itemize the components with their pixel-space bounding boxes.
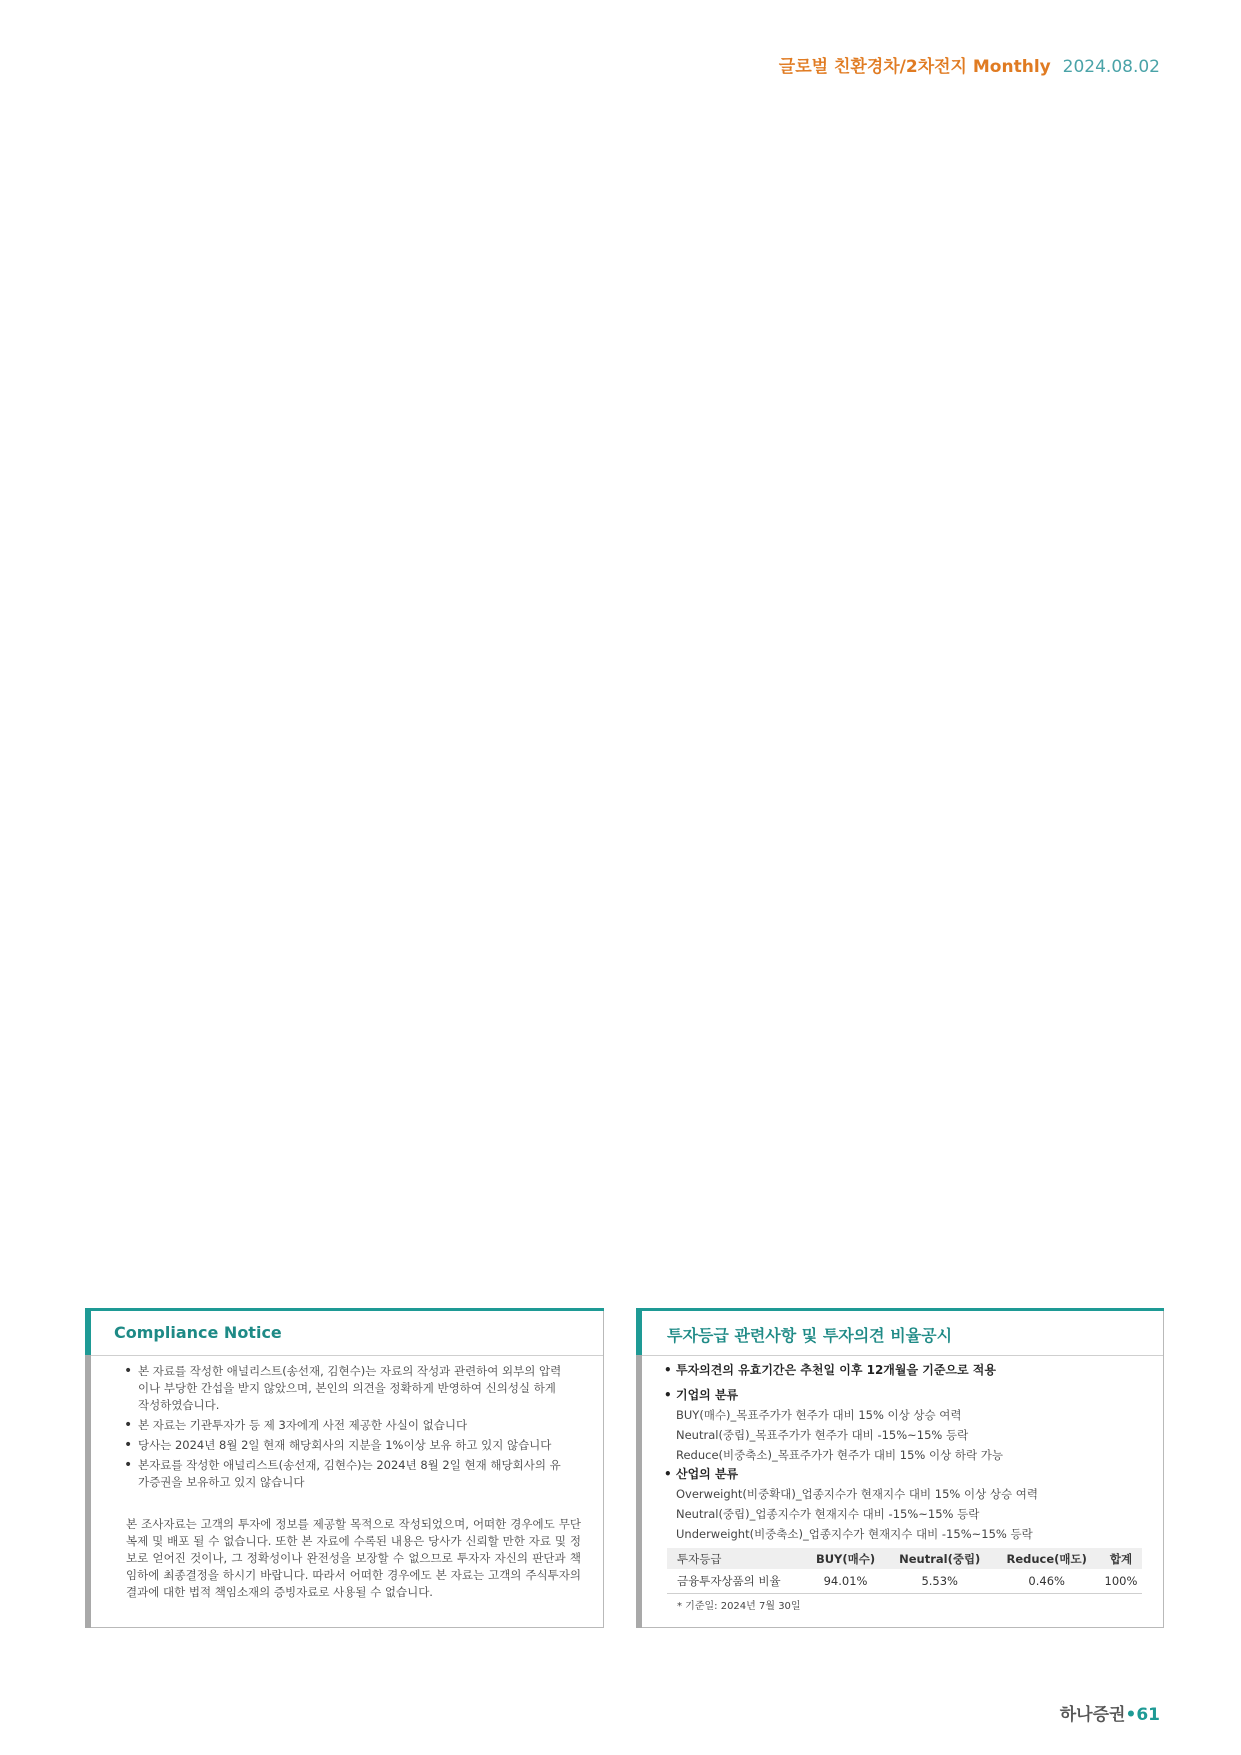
- report-title: 글로벌 친환경차/2차전지 Monthly: [778, 57, 1051, 77]
- rating-body: [664, 1361, 1144, 1544]
- box-divider: [642, 1355, 1163, 1356]
- table-row: [667, 1569, 1142, 1594]
- table-header-cell: BUY(매수): [805, 1548, 886, 1569]
- company-class-item: Reduce(비중축소)_목표주가가 현주가 대비 15% 이상 하락 가능: [676, 1448, 1003, 1462]
- page-number: 61: [1136, 1705, 1160, 1725]
- box-side-bar: [85, 1355, 91, 1628]
- rating-disclosure-box: [636, 1308, 1164, 1628]
- reference-date-note: * 기준일: 2024년 7월 30일: [677, 1601, 801, 1612]
- validity-statement: • 투자의견의 유효기간은 추천일 이후 12개월을 기준으로 적용: [664, 1361, 1144, 1380]
- page-footer: [1060, 1700, 1160, 1725]
- compliance-title: Compliance Notice: [114, 1323, 282, 1342]
- industry-class-item: Neutral(중립)_업종지수가 현재지수 대비 -15%~15% 등락: [676, 1507, 980, 1521]
- compliance-item: • 본 자료를 작성한 애널리스트(송선재, 김현수)는 자료의 작성과 관련하여 외부의 압력이나 부당한 간섭을 받지 않았으며, 본인의 의견을 정확하게 반영하여 신의성실 하게 작성하였습니다.: [122, 1363, 562, 1414]
- table-header-cell: 투자등급: [667, 1548, 805, 1569]
- table-header-cell: Reduce(매도): [993, 1548, 1100, 1569]
- report-date: 2024.08.02: [1062, 57, 1160, 77]
- disclaimer-paragraph: 본 조사자료는 고객의 투자에 정보를 제공할 목적으로 작성되었으며, 어떠한 경우에도 무단 복제 및 배포 될 수 없습니다. 또한 본 자료에 수록된 내용은 당사가 신뢰할 만한 자료 및 정보로 얻어진 것이나, 그 정확성이나 완전성을 보장할 수 없으므로 투자자 자신의 판단과 책임하에 최종결정을 하시기 바랍니다. 따라서 어떠한 경우에도 본 자료는 고객의 주식투자의 결과에 대한 법적 책임소재의 증빙자료로 사용될 수 없습니다.: [126, 1517, 581, 1599]
- rating-ratio-table: [667, 1548, 1142, 1594]
- compliance-item: • 본 자료는 기관투자가 등 제 3자에게 사전 제공한 사실이 없습니다: [122, 1417, 562, 1434]
- company-classification-heading: • 기업의 분류: [664, 1386, 1144, 1405]
- box-top-border: [85, 1308, 604, 1311]
- industry-class-item: Underweight(비중축소)_업종지수가 현재지수 대비 -15%~15% 등락: [676, 1527, 1033, 1541]
- industry-class-item: Overweight(비중확대)_업종지수가 현재지수 대비 15% 이상 상승 여력: [676, 1487, 1038, 1501]
- table-header-cell: 합계: [1100, 1548, 1142, 1569]
- box-accent-bar: [636, 1309, 642, 1355]
- compliance-list: [122, 1363, 562, 1494]
- table-cell: 100%: [1100, 1569, 1142, 1594]
- compliance-item: • 당사는 2024년 8월 2일 현재 해당회사의 지분을 1%이상 보유 하고 있지 않습니다: [122, 1437, 562, 1454]
- separator-dot: •: [1125, 1705, 1137, 1725]
- company-class-item: Neutral(중립)_목표주가가 현주가 대비 -15%~15% 등락: [676, 1428, 969, 1442]
- rating-title: 투자등급 관련사항 및 투자의견 비율공시: [667, 1326, 953, 1345]
- company-class-item: BUY(매수)_목표주가가 현주가 대비 15% 이상 상승 여력: [676, 1408, 962, 1422]
- box-accent-bar: [85, 1309, 91, 1355]
- page-header: [779, 52, 1160, 77]
- table-cell: 94.01%: [805, 1569, 886, 1594]
- table-cell: 0.46%: [993, 1569, 1100, 1594]
- table-header-cell: Neutral(중립): [886, 1548, 993, 1569]
- box-side-bar: [636, 1355, 642, 1628]
- industry-classification-heading: • 산업의 분류: [664, 1465, 1144, 1484]
- table-cell: 5.53%: [886, 1569, 993, 1594]
- box-divider: [91, 1355, 603, 1356]
- table-cell: 금융투자상품의 비율: [667, 1569, 805, 1594]
- compliance-notice-box: [85, 1308, 604, 1628]
- compliance-item: • 본자료를 작성한 애널리스트(송선재, 김현수)는 2024년 8월 2일 현재 해당회사의 유가증권을 보유하고 있지 않습니다: [122, 1457, 562, 1491]
- table-header-row: [667, 1548, 1142, 1569]
- box-top-border: [636, 1308, 1164, 1311]
- brand-name: 하나증권: [1059, 1705, 1126, 1725]
